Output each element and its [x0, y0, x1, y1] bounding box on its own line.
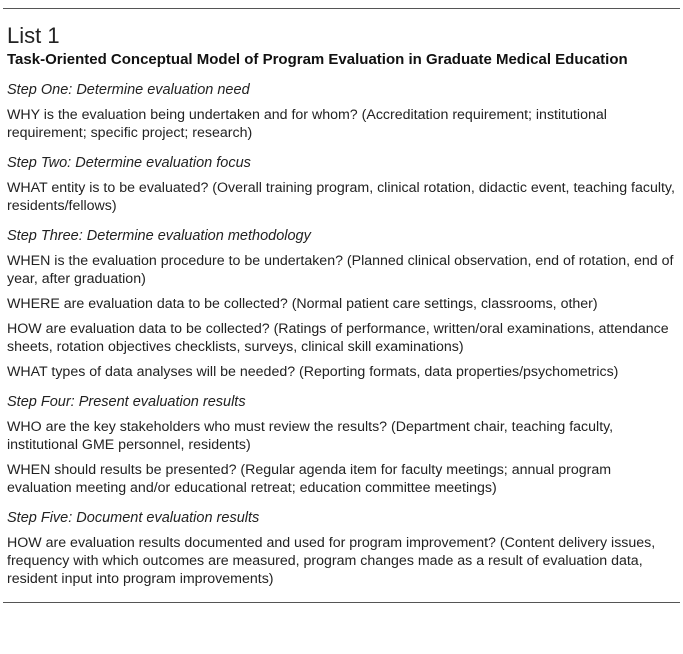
step-one: [7, 81, 677, 142]
step-two: [7, 154, 677, 215]
step-heading: Step One: Determine evaluation need: [7, 82, 250, 98]
step-heading: Step Two: Determine evaluation focus: [7, 155, 251, 171]
step-item: WHEN should results be presented? (Regular agenda item for faculty meetings; annual program evaluation meeting and/or educational retreat; education committee meetings): [7, 462, 612, 496]
step-item: WHEN is the evaluation procedure to be undertaken? (Planned clinical observation, end of rotation, end of year, after graduation): [7, 253, 674, 287]
list-label: List 1: [7, 23, 60, 48]
step-four: [7, 393, 677, 497]
step-five: [7, 509, 677, 588]
step-item: WHO are the key stakeholders who must review the results? (Department chair, teaching faculty, institutional GME personnel, residents): [7, 419, 614, 453]
list-box: [3, 8, 680, 603]
step-item: WHY is the evaluation being undertaken and for whom? (Accreditation requirement; institutional requirement; specific project; research): [7, 107, 607, 141]
step-heading: Step Three: Determine evaluation methodology: [7, 228, 311, 244]
step-item: HOW are evaluation data to be collected? (Ratings of performance, written/oral examinations, attendance sheets, rotation objectives checklists, surveys, clinical skill examinations): [7, 321, 669, 355]
step-item: WHERE are evaluation data to be collected? (Normal patient care settings, classrooms, other): [7, 296, 598, 312]
step-heading: Step Four: Present evaluation results: [7, 394, 246, 410]
list-title: Task-Oriented Conceptual Model of Program Evaluation in Graduate Medical Education: [7, 51, 628, 68]
step-heading: Step Five: Document evaluation results: [7, 510, 260, 526]
step-item: WHAT entity is to be evaluated? (Overall training program, clinical rotation, didactic event, teaching faculty, residents/fellows): [7, 180, 675, 214]
step-item: HOW are evaluation results documented and used for program improvement? (Content delivery issues, frequency with which outcomes are measured, program changes made as a result of evaluation data, resident input into program improvements): [7, 535, 656, 587]
step-three: [7, 227, 677, 381]
step-item: WHAT types of data analyses will be needed? (Reporting formats, data properties/psychometrics): [7, 364, 619, 380]
